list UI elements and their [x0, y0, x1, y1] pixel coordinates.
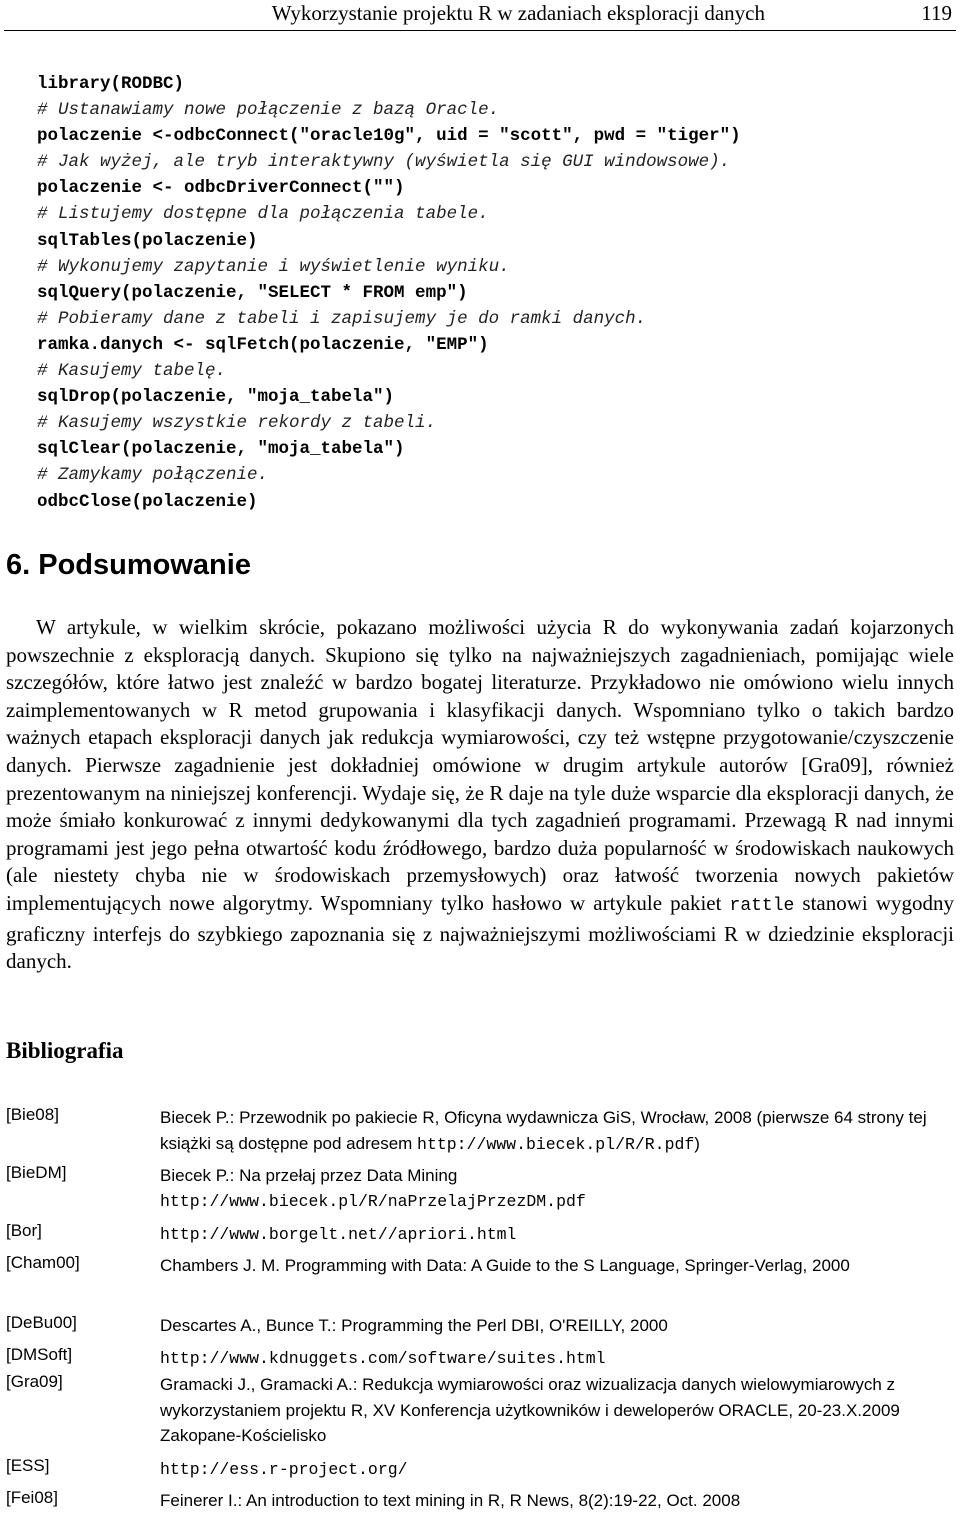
bib-description: Biecek P.: Na przełaj przez Data Mining	[160, 1166, 458, 1185]
bib-key: [Bie08]	[6, 1105, 59, 1124]
code-command-line: sqlDrop(polaczenie, "moja_tabela")	[37, 387, 395, 408]
bib-key: [Bor]	[6, 1221, 42, 1240]
bib-suffix: )	[694, 1133, 700, 1153]
bib-text	[160, 1221, 940, 1248]
bib-text	[160, 1345, 940, 1372]
bibliography-title: Bibliografia	[6, 1038, 124, 1063]
bib-url: http://www.biecek.pl/R/R.pdf	[417, 1134, 695, 1154]
code-command-line: ramka.danych <- sqlFetch(polaczenie, "EMP")	[37, 334, 489, 355]
bib-text	[160, 1105, 940, 1157]
bib-text	[160, 1163, 940, 1214]
code-command-line: polaczenie <- odbcDriverConnect("")	[37, 178, 405, 199]
code-comment-line: # Listujemy dostępne dla połączenia tabele.	[37, 204, 489, 225]
code-comment-line: # Kasujemy wszystkie rekordy z tabeli.	[37, 413, 437, 434]
code-command-line: polaczenie <-odbcConnect("oracle10g", uid = "scott", pwd = "tiger")	[37, 126, 741, 147]
section-body	[6, 614, 954, 976]
bib-url: http://www.biecek.pl/R/naPrzelajPrzezDM.pdf	[160, 1191, 586, 1211]
code-comment-line: # Zamykamy połączenie.	[37, 465, 269, 486]
body-text-after: stanowi wygodny graficzny interfejs do szybkiego zapoznania się z najważniejszymi możliwościami R w dziedzinie eksploracji danych.	[6, 890, 954, 974]
bib-url: http://www.borgelt.net//apriori.html	[160, 1225, 517, 1244]
bib-text	[160, 1456, 940, 1483]
code-comment-line: # Kasujemy tabelę.	[37, 361, 227, 382]
bib-text: Descartes A., Bunce T.: Programming the Perl DBI, O'REILLY, 2000	[160, 1316, 668, 1335]
page-header	[0, 0, 960, 32]
running-title: Wykorzystanie projektu R w zadaniach eksploracji danych	[271, 1, 765, 25]
bib-url: http://www.kdnuggets.com/software/suites.html	[160, 1349, 606, 1368]
inline-code-package: rattle	[729, 895, 795, 916]
bib-key: [ESS]	[6, 1456, 50, 1475]
bib-key: [DeBu00]	[6, 1313, 77, 1332]
code-command-line: library(RODBC)	[37, 74, 185, 94]
bib-key: [Gra09]	[6, 1372, 63, 1391]
header-rule	[4, 30, 956, 31]
bib-key: [Cham00]	[6, 1253, 80, 1272]
body-text-before: W artykule, w wielkim skrócie, pokazano możliwości użycia R do wykonywania zadań kojarzonych powszechnie z eksploracją danych. Skupiono się tylko na najważniejszych zagadnieniach, pomijając wiele szczegółów, które łatwo jest znaleźć w bardzo bogatej literaturze. Przykładowo nie omówiono wielu innych zaimplementowanych w R metod grupowania i klasyfikacji danych. Wspomniano tylko o takich bardzo ważnych etapach eksploracji danych jak redukcja wymiarowości, czy też wstępne przygotowanie/czyszczenie danych. Pierwsze zagadnienie jest dokładniej omówione w drugim artykule autorów [Gra09], również prezentowanym na niniejszej konferencji. Wydaje się, że R daje na tyle duże wsparcie dla eksploracji danych, że może śmiało konkurować z innymi dedykowanymi dla tych zagadnień programami. Przewagą R nad innymi programami jest jego pełna otwartość kodu źródłowego, bardzo duża popularność w środowiskach naukowych (ale niestety chyba nie w środowiskach przemysłowych) oraz łatwość tworzenia nowych pakietów implementujących nowe algorytmy. Wspomniany tylko hasłowo w artykule pakiet	[6, 615, 954, 915]
bib-text: Chambers J. M. Programming with Data: A Guide to the S Language, Springer-Verlag, 2000	[160, 1256, 850, 1275]
code-listing	[37, 71, 937, 515]
bib-url: http://ess.r-project.org/	[160, 1460, 408, 1479]
code-command-line: odbcClose(polaczenie)	[37, 491, 258, 512]
section-title: 6. Podsumowanie	[6, 549, 251, 581]
code-command-line: sqlQuery(polaczenie, "SELECT * FROM emp")	[37, 282, 468, 303]
bib-text: Gramacki J., Gramacki A.: Redukcja wymiarowości oraz wizualizacja danych wielowymiarowych z wykorzystaniem projektu R, XV Konferencja użytkowników i deweloperów ORACLE, 20-23.X.2009 Zakopane-Kościelisko	[160, 1375, 900, 1445]
bib-key: [Fei08]	[6, 1488, 58, 1507]
code-comment-line: # Pobieramy dane z tabeli i zapisujemy je do ramki danych.	[37, 308, 647, 329]
bib-key: [BieDM]	[6, 1163, 67, 1182]
bib-key: [DMSoft]	[6, 1345, 73, 1364]
code-comment-line: # Jak wyżej, ale tryb interaktywny (wyświetla się GUI windowsowe).	[37, 152, 731, 173]
code-comment-line: # Wykonujemy zapytanie i wyświetlenie wyniku.	[37, 256, 510, 277]
bib-description: Biecek P.: Przewodnik po pakiecie R, Oficyna wydawnicza GiS, Wrocław, 2008 (pierwsze 64 strony tej książki są dostępne pod adresem	[160, 1108, 927, 1153]
code-command-line: sqlTables(polaczenie)	[37, 230, 258, 251]
code-comment-line: # Ustanawiamy nowe połączenie z bazą Oracle.	[37, 100, 500, 121]
code-command-line: sqlClear(polaczenie, "moja_tabela")	[37, 439, 405, 460]
bib-text: Feinerer I.: An introduction to text mining in R, R News, 8(2):19-22, Oct. 2008	[160, 1491, 741, 1510]
page-number: 119	[921, 1, 952, 25]
